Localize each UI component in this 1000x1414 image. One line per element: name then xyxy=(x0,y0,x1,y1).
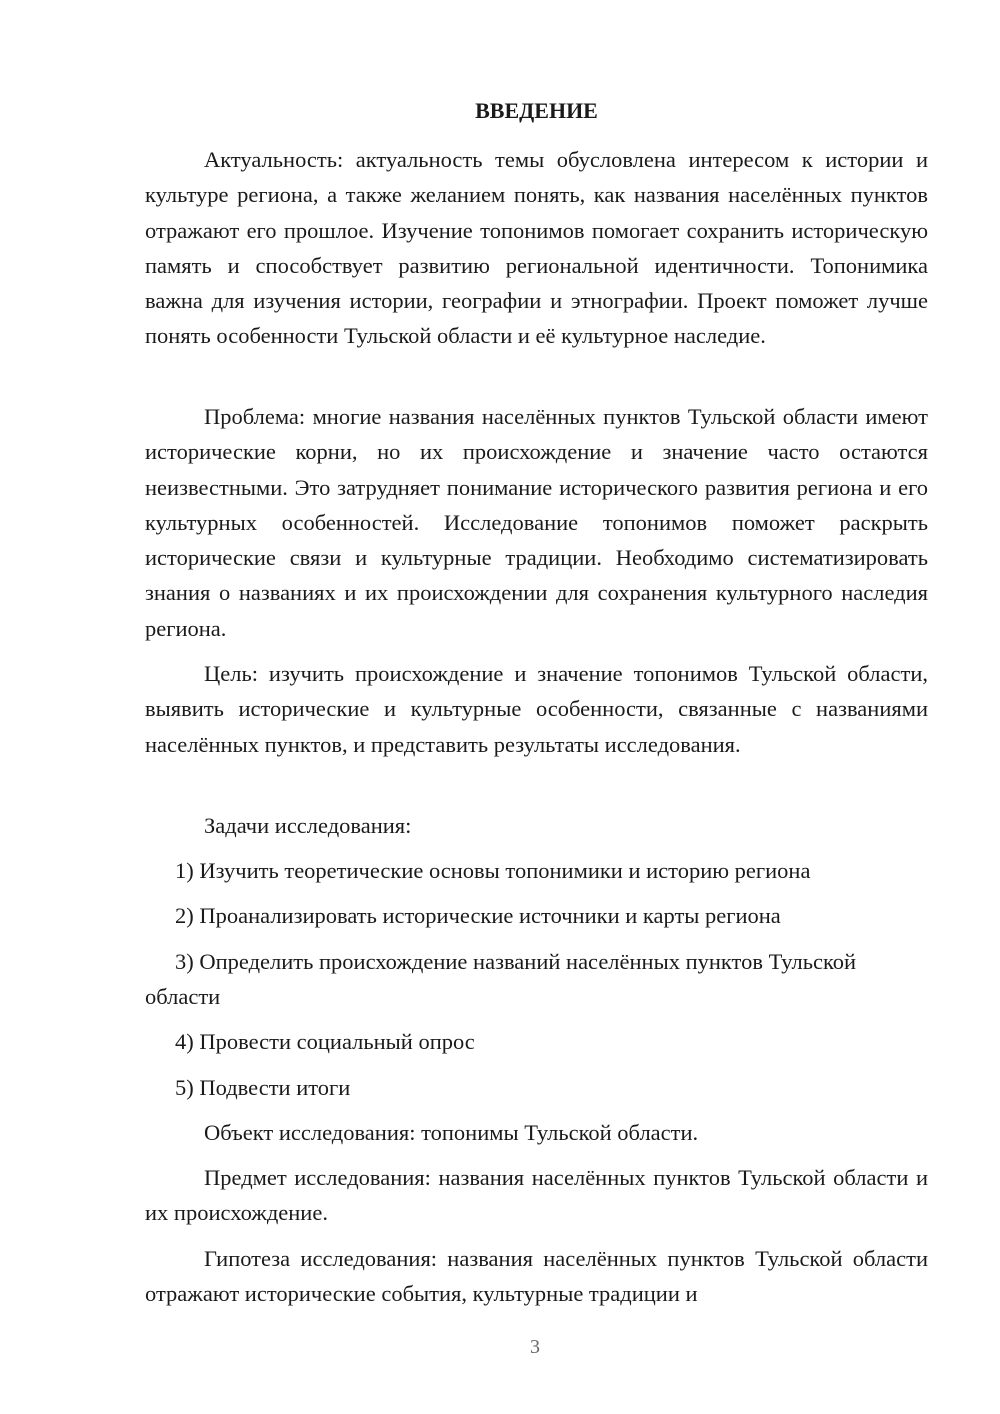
tasks-heading: Задачи исследования: xyxy=(204,813,412,838)
object-paragraph: Объект исследования: топонимы Тульской области. xyxy=(204,1120,699,1145)
relevance-paragraph: Актуальность: актуальность темы обусловлена интересом к истории и культуре региона, а также желанием понять, как названия населённых пунктов отражают его прошлое. Изучение топонимов помогает сохранить историческую память и способствует развитию региональной идентичности. Топонимика важна для изучения истории, географии и этнографии. Проект поможет лучше понять особенности Тульской области и её культурное наследие. xyxy=(145,147,928,349)
task-item-2: 2) Проанализировать исторические источники и карты региона xyxy=(175,903,781,928)
task-item-1: 1) Изучить теоретические основы топонимики и историю региона xyxy=(175,858,811,883)
hypothesis-paragraph: Гипотеза исследования: названия населённых пунктов Тульской области отражают исторические события, культурные традиции и xyxy=(145,1246,928,1307)
section-title: ВВЕДЕНИЕ xyxy=(475,98,598,123)
subject-paragraph: Предмет исследования: названия населённых пунктов Тульской области и их происхождение. xyxy=(145,1165,928,1226)
problem-paragraph: Проблема: многие названия населённых пунктов Тульской области имеют исторические корни, но их происхождение и значение часто остаются неизвестными. Это затрудняет понимание исторического развития региона и его культурных особенностей. Исследование топонимов поможет раскрыть исторические связи и культурные традиции. Необходимо систематизировать знания о названиях и их происхождении для сохранения культурного наследия региона. xyxy=(145,404,928,641)
task-item-3: 3) Определить происхождение названий населённых пунктов Тульской области xyxy=(145,949,857,1010)
goal-paragraph: Цель: изучить происхождение и значение топонимов Тульской области, выявить исторические и культурные особенности, связанные с названиями населённых пунктов, и представить результаты исследования. xyxy=(145,661,928,757)
task-item-4: 4) Провести социальный опрос xyxy=(175,1029,475,1054)
task-item-5: 5) Подвести итоги xyxy=(175,1075,351,1100)
page-number: 3 xyxy=(530,1336,540,1358)
